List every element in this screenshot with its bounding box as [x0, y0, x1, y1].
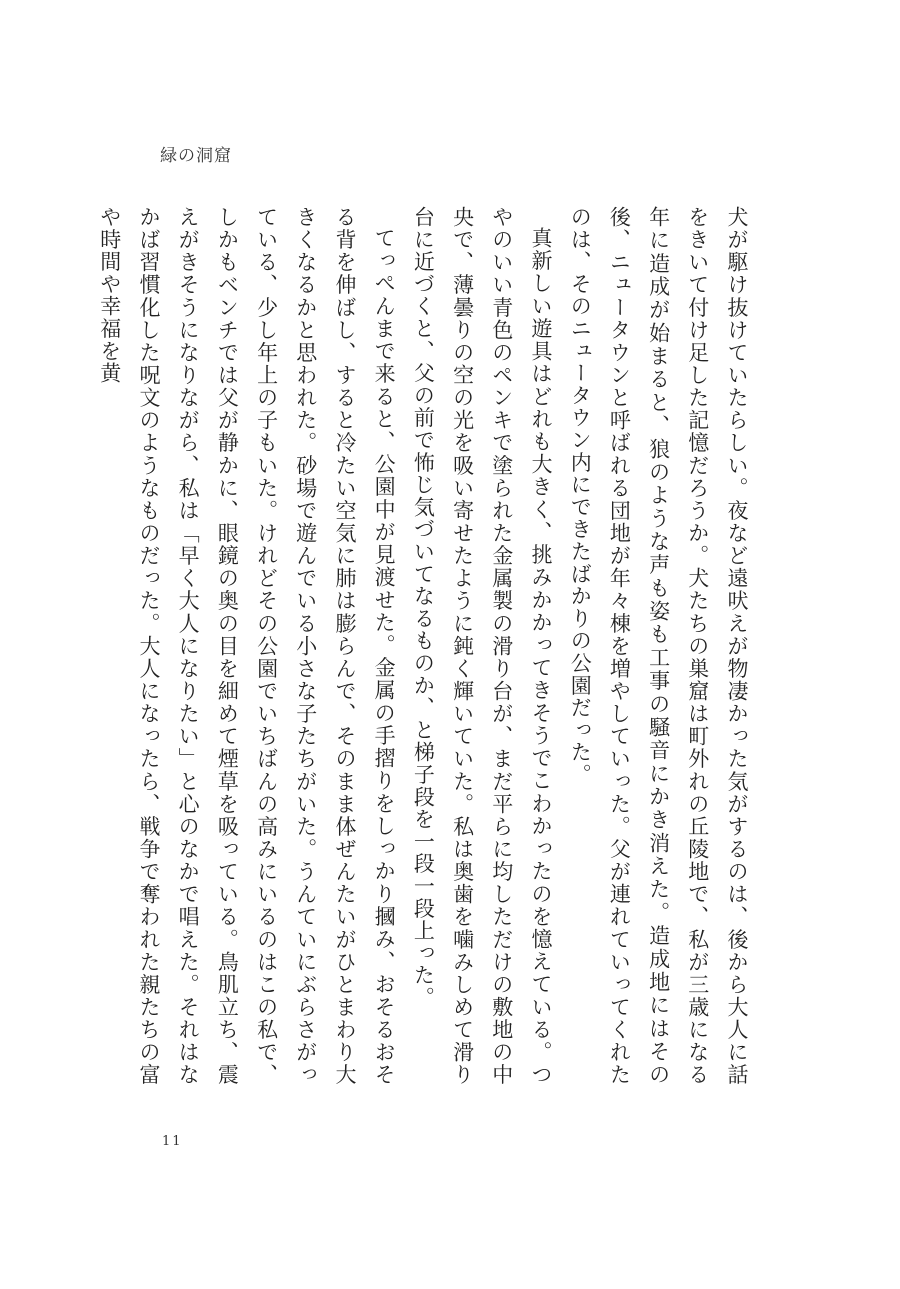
page-number: 11 — [162, 1134, 183, 1149]
paragraph: 犬が駆け抜けていたらしい。夜など遠吠えが物凄かった気がするのは、後から大人に話をきいて付け足した記憶だろうか。犬たちの巣窟は町外れの丘陵地で、私が三歳になる年に造成が始まると、狼のような声も姿も工事の騒音にかき消えた。造成地にはその後、ニュータウンと呼ばれる団地が年々棟を増やしていった。父が連れていってくれたのは、そのニュータウン内にできたばかりの公園だった。 — [568, 206, 749, 1086]
running-head: 緑の洞窟 — [160, 146, 232, 166]
paragraph: 真新しい遊具はどれも大きく、挑みかかってきそうでこわかったのを憶えている。つやのいい青色のペンキで塗られた金属製の滑り台が、まだ平らに均しただけの敷地の中央で、薄曇りの空の光を吸い寄せたように鈍く輝いていた。私は奥歯を噛みしめて滑り台に近づくと、父の前で怖じ気づいてなるものか、と梯子段を一段一段上った。 — [411, 206, 553, 1086]
body-text — [97, 206, 756, 1086]
paragraph: てっぺんまで来ると、公園中が見渡せた。金属の手摺りをしっかり摑み、おそるおそる背を伸ばし、すると冷たい空気に肺は膨らんで、そのまま体ぜんたいがひとまわり大きくなるかと思われた。砂場で遊んでいる小さな子たちがいた。うんていにぶらさがっている、少し年上の子もいた。けれどその公園でいちばんの高みにいるのはこの私で、しかもベンチでは父が静かに、眼鏡の奥の目を細めて煙草を吸っている。鳥肌立ち、震えがきそうになりながら、私は「早く大人になりたい」と心のなかで唱えた。それはなかば習慣化した呪文のようなものだった。大人になったら、戦争で奪われた親たちの富や時間や幸福を黄 — [97, 206, 397, 1086]
